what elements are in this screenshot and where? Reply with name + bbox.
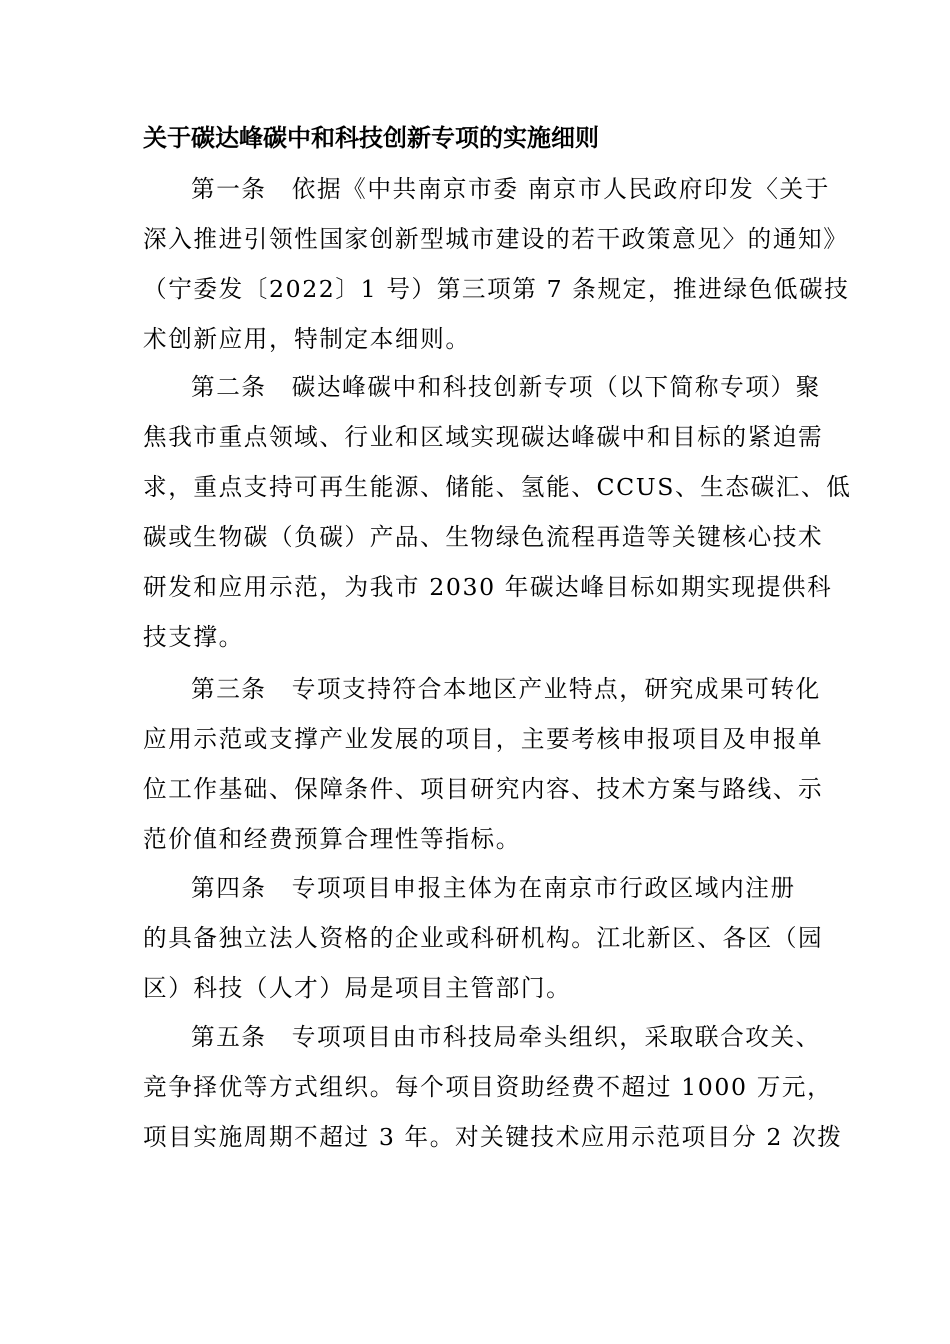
- article-line: 技支撑。: [143, 623, 244, 651]
- article-line: 第三条 专项支持符合本地区产业特点，研究成果可转化: [191, 675, 821, 703]
- article-line: 第五条 专项项目由市科技局牵头组织，采取联合攻关、: [191, 1023, 821, 1051]
- article-3: [143, 672, 823, 872]
- article-line: 竞争择优等方式组织。每个项目资助经费不超过 1000 万元，: [143, 1073, 833, 1101]
- document-title: 关于碳达峰碳中和科技创新专项的实施细则: [143, 124, 599, 152]
- article-4: [143, 871, 823, 1021]
- article-5: [143, 1020, 843, 1170]
- article-line: 求，重点支持可再生能源、储能、氢能、CCUS、生态碳汇、低: [143, 473, 852, 501]
- article-line: 焦我市重点领域、行业和区域实现碳达峰碳中和目标的紧迫需: [143, 423, 824, 451]
- article-line: 第二条 碳达峰碳中和科技创新专项（以下简称专项）聚: [191, 373, 821, 401]
- article-2: [143, 370, 852, 670]
- article-line: 项目实施周期不超过 3 年。对关键技术应用示范项目分 2 次拨: [143, 1123, 843, 1151]
- article-line: 第一条 依据《中共南京市委 南京市人民政府印发〈关于: [191, 175, 830, 203]
- article-line: 术创新应用，特制定本细则。: [143, 325, 471, 353]
- article-line: （宁委发〔2022〕1 号）第三项第 7 条规定，推进绿色低碳技: [143, 275, 850, 303]
- article-line: 位工作基础、保障条件、项目研究内容、技术方案与路线、示: [143, 775, 824, 803]
- article-line: 范价值和经费预算合理性等指标。: [143, 825, 521, 853]
- article-line: 研发和应用示范，为我市 2030 年碳达峰目标如期实现提供科: [143, 573, 833, 601]
- article-line: 区）科技（人才）局是项目主管部门。: [143, 974, 572, 1002]
- article-line: 的具备独立法人资格的企业或科研机构。江北新区、各区（园: [143, 924, 824, 952]
- article-line: 深入推进引领性国家创新型城市建设的若干政策意见〉的通知》: [143, 225, 849, 253]
- article-1: [143, 172, 850, 372]
- article-line: 应用示范或支撑产业发展的项目，主要考核申报项目及申报单: [143, 725, 824, 753]
- article-line: 第四条 专项项目申报主体为在南京市行政区域内注册: [191, 874, 796, 902]
- article-line: 碳或生物碳（负碳）产品、生物绿色流程再造等关键核心技术: [143, 523, 824, 551]
